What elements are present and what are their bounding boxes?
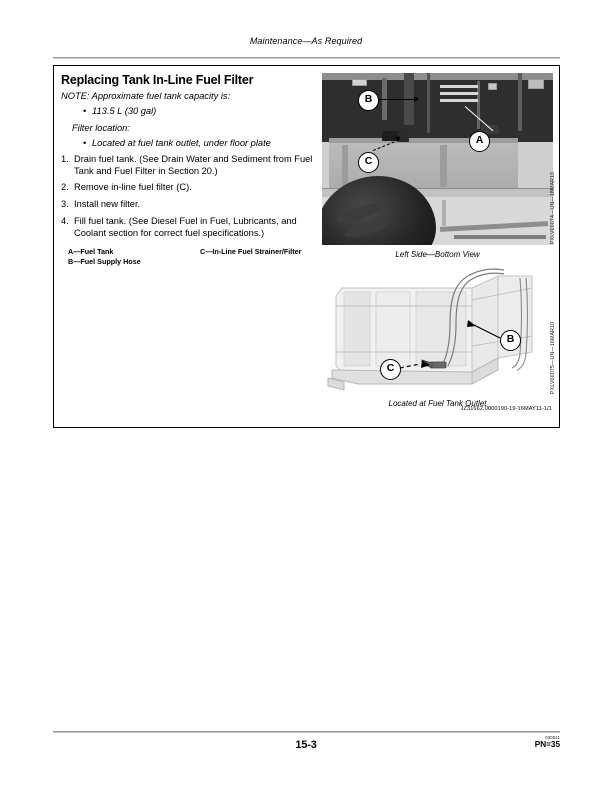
footer-divider-rule xyxy=(53,731,560,733)
callout-bubble-b: B xyxy=(358,90,379,111)
filter-location-label: Filter location: xyxy=(72,122,130,133)
photo-rib xyxy=(440,85,478,88)
photo-post xyxy=(477,81,480,129)
callout-leader-b xyxy=(378,99,418,100)
procedure-step xyxy=(61,216,313,240)
bullet-dot-icon: • xyxy=(83,137,87,148)
photo-tank-flange xyxy=(440,145,447,186)
bullet-dot-icon: • xyxy=(83,106,87,117)
step-text: Drain fuel tank. (See Drain Water and Sediment from Fuel Tank and Fuel Filter in Section 20.) xyxy=(74,153,313,176)
photo-post xyxy=(427,73,430,133)
content-box xyxy=(53,65,560,428)
footer-right-block xyxy=(535,735,560,749)
photo-rib xyxy=(440,99,478,102)
fuel-tank-line-drawing xyxy=(322,266,553,394)
footer-pn-code: PN=35 xyxy=(534,740,560,750)
legend-item-b: B—Fuel Supply Hose xyxy=(68,257,141,267)
figure-1-caption: Left Side—Bottom View xyxy=(395,250,480,259)
step-text: Remove in-line fuel filter (C). xyxy=(74,182,192,193)
callout-bubble-b: B xyxy=(500,330,521,351)
callout-bubble-c: C xyxy=(380,359,401,380)
photo-post xyxy=(518,73,522,131)
location-bullet-text: Located at fuel tank outlet, under floor plate xyxy=(92,137,271,148)
capacity-note: NOTE: Approximate fuel tank capacity is: xyxy=(61,91,231,102)
fuel-tank-outlet-illustration xyxy=(322,266,553,394)
procedure-step xyxy=(61,154,313,178)
header-divider-rule xyxy=(53,57,560,59)
document-id-code: JZ31662,0000190-19-16MAY11-1/1 xyxy=(460,406,552,412)
step-number: 3. xyxy=(61,199,69,210)
location-bullet-item xyxy=(61,137,313,149)
photo-bracket xyxy=(352,79,367,86)
figure-2-caption: Located at Fuel Tank Outlet xyxy=(388,399,487,408)
legend-item-c: C—In-Line Fuel Strainer/Filter xyxy=(200,247,302,256)
callout-bubble-c: C xyxy=(358,152,379,173)
figure-fuel-tank-outlet xyxy=(322,266,553,394)
instruction-text-column xyxy=(61,73,313,240)
page-title: Replacing Tank In-Line Fuel Filter xyxy=(61,73,254,87)
legend-column-right xyxy=(200,247,316,268)
step-text: Fill fuel tank. (See Diesel Fuel in Fuel, Lubricants, and Coolant section for correct fuel specifications.) xyxy=(74,216,297,239)
photo-frame-rail xyxy=(454,235,546,239)
callout-bubble-a: A xyxy=(469,131,490,152)
callout-arrow-b xyxy=(414,96,419,102)
step-number: 4. xyxy=(61,216,69,227)
running-header: Maintenance—As Required xyxy=(249,36,363,46)
photo-rib xyxy=(440,92,478,95)
legend-column-left xyxy=(68,247,200,268)
figure-2-credit: PXLV00075—UN—16MAR10 xyxy=(550,321,556,394)
photo-frame-post xyxy=(442,200,446,226)
footer-date-code: 030511 xyxy=(545,735,560,740)
machine-photo-illustration xyxy=(322,73,553,245)
callout-legend xyxy=(68,247,316,268)
photo-tank-flange xyxy=(342,145,348,186)
step-number: 1. xyxy=(61,153,69,164)
step-number: 2. xyxy=(61,182,69,193)
photo-bracket xyxy=(488,83,497,90)
figure-left-side-bottom-view xyxy=(322,73,553,245)
legend-item-a: A—Fuel Tank xyxy=(68,247,114,256)
figure-1-credit: PXLV00074—UN—18MAR10 xyxy=(550,171,556,244)
capacity-bullet-text: 113.5 L (30 gal) xyxy=(92,106,157,117)
photo-bracket xyxy=(528,79,544,89)
step-text: Install new filter. xyxy=(74,199,141,210)
page-number: 15-3 xyxy=(295,739,317,751)
capacity-bullet-item xyxy=(61,105,313,117)
procedure-step xyxy=(61,199,313,211)
procedure-step xyxy=(61,182,313,194)
